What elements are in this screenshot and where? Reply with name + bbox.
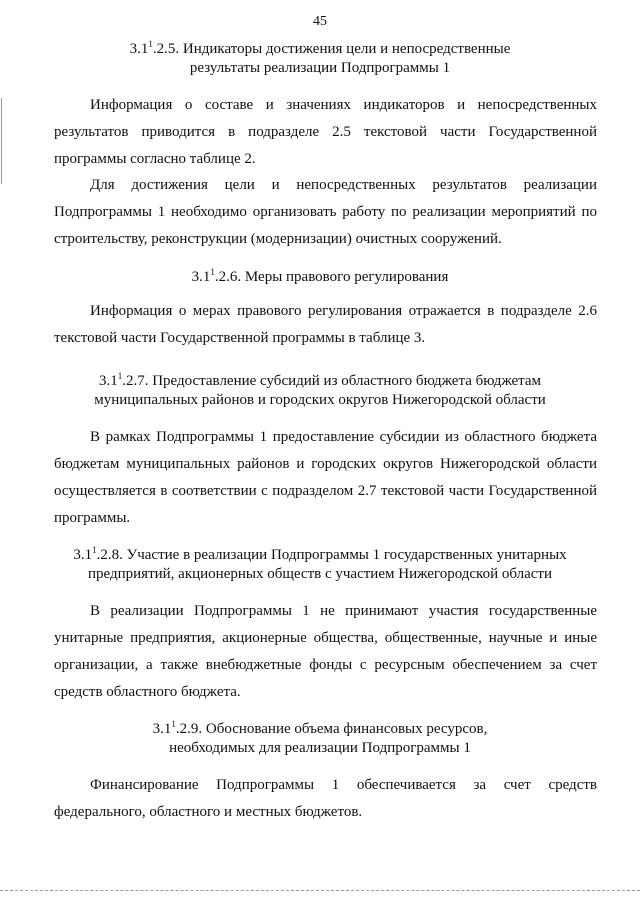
paragraph: Информация о составе и значениях индикаторов и непосредственных результатов приводится в подразделе 2.5 текстовой части Государственной программы согласно таблице 2. bbox=[54, 97, 597, 167]
heading-line-1: $3.1^1.2.5$. Индикаторы достижения цели и непосредственные bbox=[129, 39, 511, 57]
heading-line-2: предприятий, акционерных обществ с участием Нижегородской области bbox=[88, 566, 552, 582]
heading-line-2: муниципальных районов и городских округов Нижегородской области bbox=[94, 392, 546, 408]
paragraph: Финансирование Подпрограммы 1 обеспечивается за счет средств федерального, областного и местных бюджетов. bbox=[54, 777, 597, 820]
paragraph: В реализации Подпрограммы 1 не принимают участия государственные унитарные предприятия, акционерные общества, общественные, научные и иные организации, а также внебюджетные фонды с ресурсным обеспечением за счет средств областного бюджета. bbox=[54, 603, 597, 700]
heading-line-1: $3.1^1.2.6$. Меры правового регулирования bbox=[191, 267, 449, 285]
section-heading-2-7 bbox=[40, 372, 600, 410]
heading-line-2: результаты реализации Подпрограммы 1 bbox=[189, 60, 451, 76]
section-heading-2-9 bbox=[40, 720, 600, 758]
heading-line-1: $3.1^1.2.8$. Участие в реализации Подпрограммы 1 государственных унитарных bbox=[73, 545, 567, 563]
paragraph: Информация о мерах правового регулирования отражается в подразделе 2.6 текстовой части Государственной программы в таблице 3. bbox=[54, 303, 597, 346]
section-heading-2-6 bbox=[40, 268, 600, 287]
heading-line-1: $3.1^1.2.7$. Предоставление субсидий из областного бюджета бюджетам bbox=[98, 371, 542, 389]
section-heading-2-5 bbox=[40, 40, 600, 78]
page-number: 45 bbox=[313, 14, 327, 29]
scan-bottom-edge bbox=[0, 890, 640, 891]
scan-edge-mark bbox=[1, 98, 2, 184]
paragraph: Для достижения цели и непосредственных результатов реализации Подпрограммы 1 необходимо организовать работу по реализации мероприятий по строительству, реконструкции (модернизации) очистных сооружений. bbox=[54, 177, 597, 247]
section-heading-2-8 bbox=[40, 546, 600, 584]
paragraph: В рамках Подпрограммы 1 предоставление субсидии из областного бюджета бюджетам муниципальных районов и городских округов Нижегородской области осуществляется в соответствии с подразделом 2.7 текстовой части Государственной программы. bbox=[54, 429, 597, 526]
heading-line-2: необходимых для реализации Подпрограммы 1 bbox=[169, 740, 471, 756]
heading-line-1: $3.1^1.2.9$. Обоснование объема финансовых ресурсов, bbox=[152, 719, 488, 737]
